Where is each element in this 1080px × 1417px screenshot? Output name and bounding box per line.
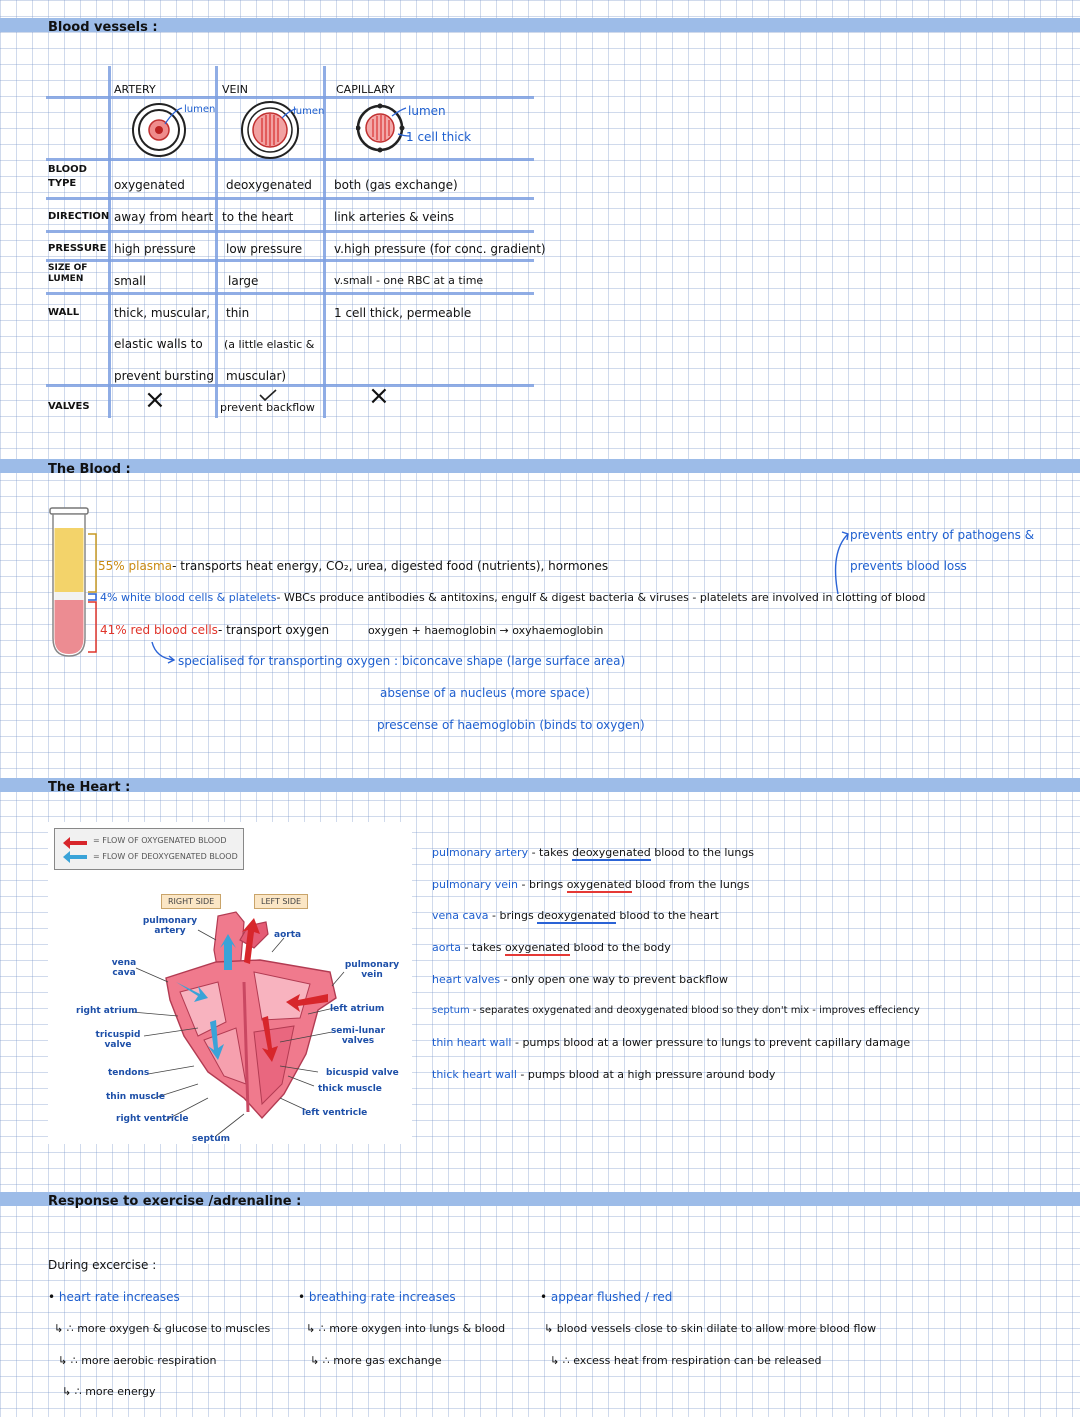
heart-note: pulmonary artery - takes deoxygenated blood to the lungs [432,846,755,859]
row-label-direction: DIRECTION [48,211,110,222]
heart-title: The Heart : [48,780,131,795]
label-tricuspid-valve: tricuspid valve [95,1030,141,1050]
vein-pressure: low pressure [226,242,303,256]
exercise-consequence: ↳ ∴ more energy [62,1385,156,1398]
artery-wall-line: prevent bursting [114,369,214,383]
section-band [0,459,1080,473]
heart-note: heart valves - only open one way to prevent backflow [432,973,728,986]
left-side-tag: LEFT SIDE [254,894,308,909]
exercise-title: Response to exercise /adrenaline : [48,1194,302,1209]
wbc-label: 4% white blood cells & platelets [100,591,277,604]
vein-wall-line: thin [226,306,250,320]
vein-valves-tick [258,388,278,402]
vein-valves: prevent backflow [220,401,315,414]
heart-diagram [48,822,412,1144]
rbc-text: - transport oxygen [217,623,330,637]
capillary-direction: link arteries & veins [334,210,454,224]
column-header-artery: ARTERY [114,83,156,96]
rbc-label: 41% red blood cells [100,623,218,637]
row-label-lumen-size: SIZE OF LUMEN [48,263,88,284]
artery-direction: away from heart [114,210,214,224]
artery-blood-type: oxygenated [114,178,185,192]
blood-title: The Blood : [48,462,131,477]
section-band [0,18,1080,32]
blood-vessels-title: Blood vessels : [48,20,158,35]
exercise-consequence: ↳ ∴ excess heat from respiration can be released [550,1354,822,1367]
exercise-point-heading: • appear flushed / red [540,1290,673,1304]
label-left-ventricle: left ventricle [302,1108,368,1118]
exercise-consequence: ↳ ∴ more aerobic respiration [58,1354,217,1367]
artery-wall-line: elastic walls to [114,337,203,351]
exercise-point-heading: • breathing rate increases [298,1290,456,1304]
platelets-note: prevents blood loss [850,559,967,573]
label-septum: septum [192,1134,230,1144]
rbc-no-nucleus: absense of a nucleus (more space) [380,686,590,700]
label-thin-muscle: thin muscle [106,1092,166,1102]
capillary-thickness-label: 1 cell thick [406,130,472,144]
during-exercise-heading: During excercise : [48,1258,157,1272]
artery-valves-cross: × [144,385,166,415]
heart-note: aorta - takes oxygenated blood to the body [432,941,671,954]
capillary-pressure: v.high pressure (for conc. gradient) [334,242,546,256]
heart-note: thin heart wall - pumps blood at a lower pressure to lungs to prevent capillary damage [432,1036,911,1049]
plasma-line [98,559,608,573]
column-header-capillary: CAPILLARY [336,83,395,96]
rbc-haemoglobin: prescense of haemoglobin (binds to oxygen) [377,718,645,732]
wbc-text: - WBCs produce antibodies & antitoxins, engulf & digest bacteria & viruses - platelets are involved in clotting of blood [276,591,926,604]
heart-note: vena cava - brings deoxygenated blood to the heart [432,909,719,922]
exercise-consequence: ↳ ∴ more oxygen & glucose to muscles [54,1322,271,1335]
heart-note: pulmonary vein - brings oxygenated blood from the lungs [432,878,750,891]
artery-lumen-label: lumen [184,104,216,115]
capillary-blood-type: both (gas exchange) [334,178,458,192]
label-left-atrium: left atrium [330,1004,385,1014]
artery-lumen-size: small [114,274,146,288]
test-tube-diagram [46,506,106,662]
oxyhaemoglobin-equation: oxygen + haemoglobin → oxyhaemoglobin [368,624,604,637]
label-tendons: tendons [108,1068,150,1078]
label-right-atrium: right atrium [76,1006,138,1016]
label-thick-muscle: thick muscle [318,1084,382,1094]
section-band [0,778,1080,792]
platelets-note: prevents entry of pathogens & [850,528,1035,542]
exercise-consequence: ↳ ∴ more gas exchange [310,1354,442,1367]
right-side-tag: RIGHT SIDE [161,894,221,909]
exercise-consequence: ↳ ∴ more oxygen into lungs & blood [306,1322,506,1335]
label-aorta: aorta [274,930,302,940]
row-label-wall: WALL [48,307,80,318]
wbc-line [100,591,925,604]
row-label-blood-type: BLOOD TYPE [48,164,87,189]
vein-wall-line: muscular) [226,369,287,383]
capillary-wall: 1 cell thick, permeable [334,306,472,320]
plasma-text: - transports heat energy, CO₂, urea, digested food (nutrients), hormones [172,559,609,573]
capillary-cross-section [356,102,416,154]
vein-blood-type: deoxygenated [226,178,312,192]
vein-wall-line: (a little elastic & [224,338,315,351]
capillary-valves-cross: × [368,381,390,411]
rbc-specialised: specialised for transporting oxygen : biconcave shape (large surface area) [178,654,626,668]
capillary-lumen-label: lumen [408,104,446,118]
heart-note: thick heart wall - pumps blood at a high pressure around body [432,1068,776,1081]
legend-oxygenated: = FLOW OF OXYGENATED BLOOD [93,836,227,845]
rbc-line [100,623,329,637]
artery-pressure: high pressure [114,242,196,256]
exercise-point-heading: • heart rate increases [48,1290,180,1304]
artery-wall-line: thick, muscular, [114,306,211,320]
label-pulmonary-vein: pulmonary vein [344,960,400,980]
vein-lumen-label: lumen [293,106,325,117]
label-right-ventricle: right ventricle [116,1114,189,1124]
capillary-lumen-size: v.small - one RBC at a time [334,274,484,287]
column-header-vein: VEIN [222,83,248,96]
row-label-valves: VALVES [48,401,90,412]
row-label-pressure: PRESSURE [48,243,107,254]
legend-deoxygenated: = FLOW OF DEOXYGENATED BLOOD [93,852,238,861]
specialised-arrow [148,640,178,664]
plasma-label: 55% plasma [98,559,173,573]
vein-direction: to the heart [222,210,294,224]
label-pulmonary-artery: pulmonary artery [142,916,198,936]
label-bicuspid-valve: bicuspid valve [326,1068,399,1078]
heart-note: septum - separates oxygenated and deoxygenated blood so they don't mix - improves effeciency [432,1005,920,1016]
exercise-consequence: ↳ blood vessels close to skin dilate to allow more blood flow [544,1322,877,1335]
heart-illustration [48,822,412,1144]
vein-lumen-size: large [228,274,259,288]
label-vena-cava: vena cava [111,958,137,978]
label-semilunar-valves: semi-lunar valves [330,1026,386,1046]
